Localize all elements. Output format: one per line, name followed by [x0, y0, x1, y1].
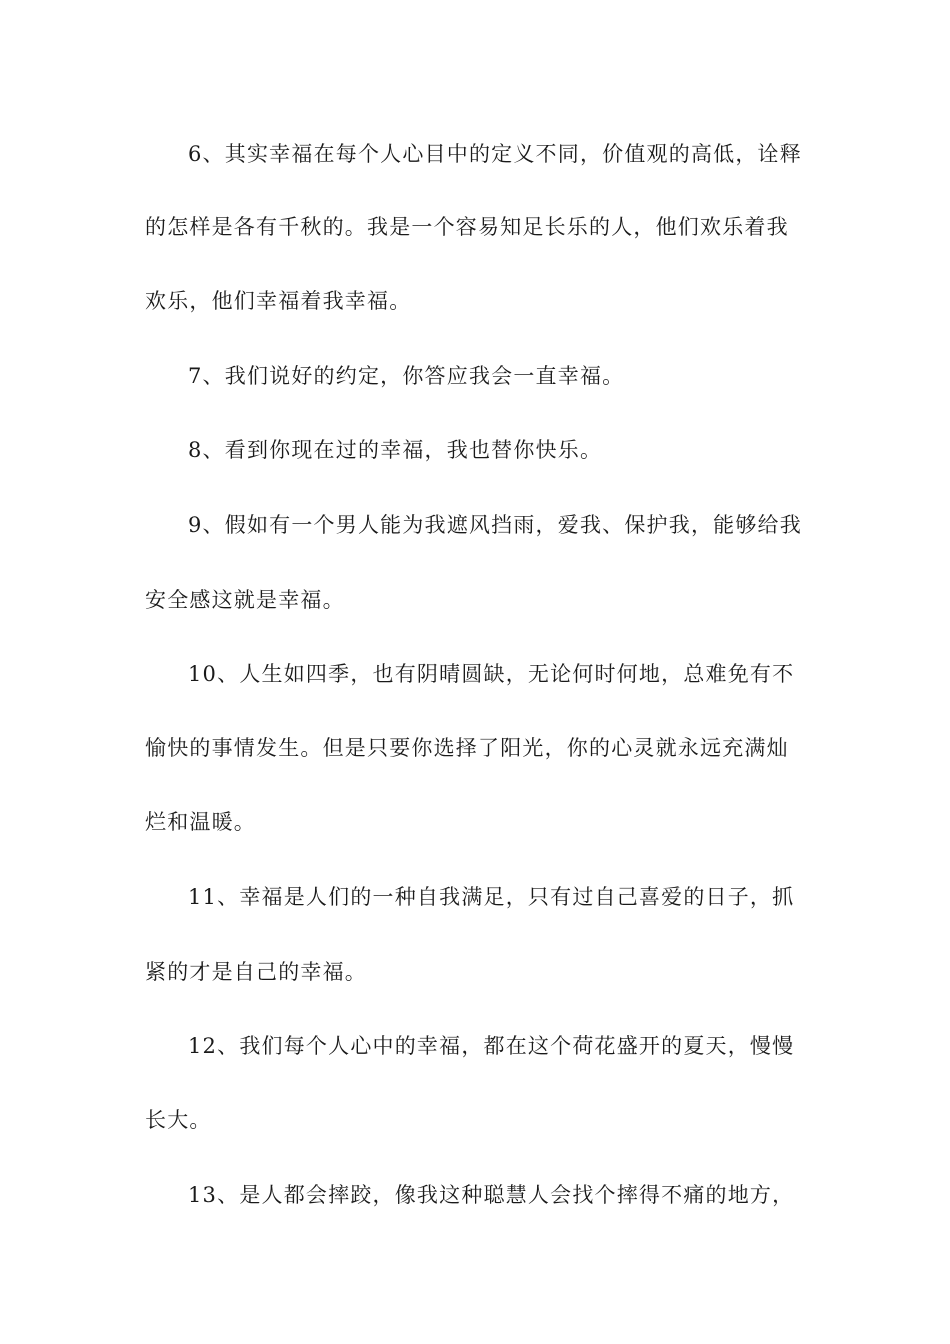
paragraph-10-line-2: 愉快的事情发生。但是只要你选择了阳光，你的心灵就永远充满灿 [145, 736, 789, 760]
paragraph-12-line-1: 12、我们每个人心中的幸福，都在这个荷花盛开的夏天，慢慢 [188, 1034, 795, 1058]
paragraph-11-line-2: 紧的才是自己的幸福。 [145, 960, 367, 984]
paragraph-9-line-2: 安全感这就是幸福。 [145, 588, 345, 612]
paragraph-6-line-2: 的怎样是各有千秋的。我是一个容易知足长乐的人，他们欢乐着我 [145, 215, 789, 239]
paragraph-8-line-1: 8、看到你现在过的幸福，我也替你快乐。 [188, 438, 603, 462]
paragraph-13-line-1: 13、是人都会摔跤，像我这种聪慧人会找个摔得不痛的地方， [188, 1183, 795, 1207]
paragraph-7-line-1: 7、我们说好的约定，你答应我会一直幸福。 [188, 364, 625, 388]
paragraph-9-line-1: 9、假如有一个男人能为我遮风挡雨，爱我、保护我，能够给我 [188, 513, 802, 537]
paragraph-6-line-3: 欢乐，他们幸福着我幸福。 [145, 289, 412, 313]
paragraph-12-line-2: 长大。 [145, 1108, 212, 1132]
paragraph-10-line-1: 10、人生如四季，也有阴晴圆缺，无论何时何地，总难免有不 [188, 662, 795, 686]
paragraph-10-line-3: 烂和温暖。 [145, 810, 256, 834]
paragraph-11-line-1: 11、幸福是人们的一种自我满足，只有过自己喜爱的日子，抓 [188, 885, 795, 909]
paragraph-6-line-1: 6、其实幸福在每个人心目中的定义不同，价值观的高低，诠释 [188, 142, 802, 166]
